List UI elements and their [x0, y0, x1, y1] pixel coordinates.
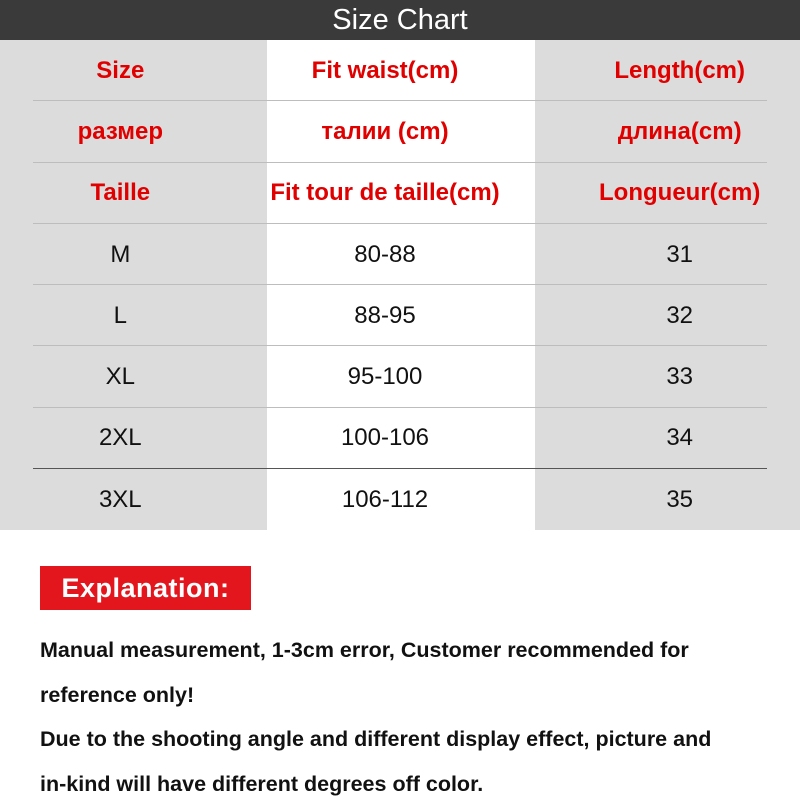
header-row-english	[0, 40, 800, 101]
waist-cell: 100-106	[340, 424, 430, 452]
table-row	[0, 346, 800, 407]
explanation-badge: Explanation:	[40, 566, 251, 610]
length-cell: 31	[666, 240, 694, 268]
header-fit-waist-ru: талии (cm)	[321, 117, 449, 145]
header-length: Length(cm)	[614, 56, 746, 84]
table-row	[0, 469, 800, 530]
header-size-fr: Taille	[90, 179, 151, 207]
length-cell: 32	[666, 301, 694, 329]
header-row-russian	[0, 101, 800, 162]
size-cell: L	[113, 301, 127, 329]
note-line: in-kind will have different degrees off color.	[40, 771, 484, 796]
note-line: Due to the shooting angle and different display effect, picture and	[40, 727, 712, 751]
waist-cell: 95-100	[347, 363, 423, 391]
header-size-ru: размер	[77, 117, 164, 145]
explanation-notes	[40, 628, 780, 800]
table-row	[0, 408, 800, 469]
waist-cell: 80-88	[354, 240, 416, 268]
header-length-ru: длина(cm)	[617, 117, 742, 145]
table-row	[0, 224, 800, 285]
length-cell: 34	[666, 424, 694, 452]
header-row-french	[0, 163, 800, 224]
header-length-fr: Longueur(cm)	[599, 179, 761, 207]
waist-cell: 88-95	[354, 301, 416, 329]
size-table	[0, 40, 800, 530]
note-line: Manual measurement, 1-3cm error, Customer recommended for	[40, 638, 689, 662]
note-line: reference only!	[40, 682, 195, 707]
header-fit-waist-fr: Fit tour de taille(cm)	[270, 179, 500, 207]
size-cell: XL	[105, 363, 135, 391]
size-cell: 2XL	[98, 424, 142, 452]
size-cell: 3XL	[98, 485, 142, 513]
length-cell: 35	[666, 485, 694, 513]
length-cell: 33	[666, 363, 694, 391]
table-row	[0, 285, 800, 346]
size-cell: M	[110, 240, 131, 268]
header-fit-waist: Fit waist(cm)	[311, 56, 459, 84]
size-chart-title: Size Chart	[0, 0, 800, 40]
waist-cell: 106-112	[341, 485, 429, 513]
header-size: Size	[96, 56, 145, 84]
